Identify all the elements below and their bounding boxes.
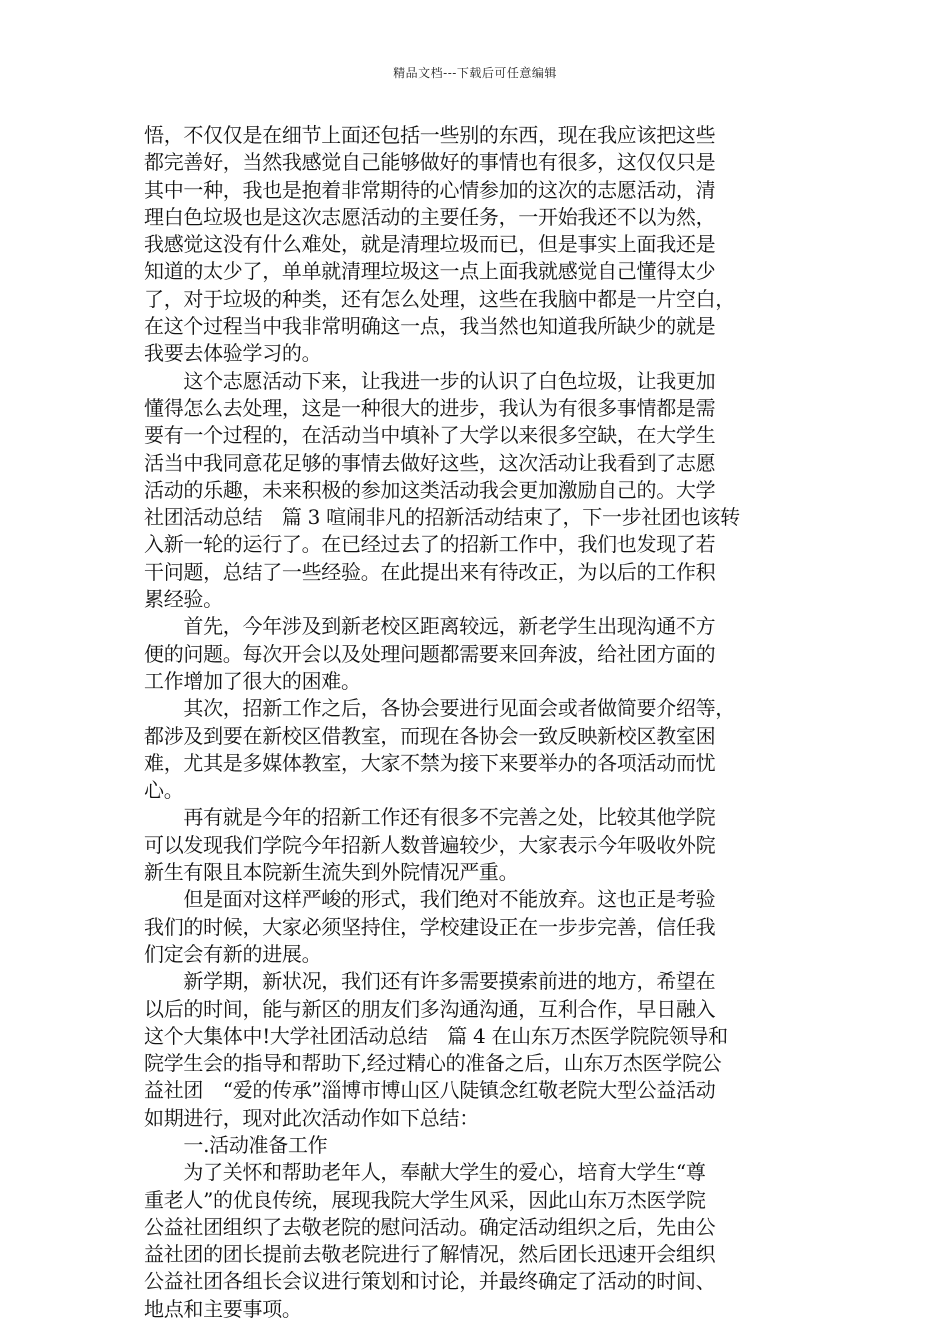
paragraph: 这个志愿活动下来，让我进一步的认识了白色垃圾，让我更加 懂得怎么去处理，这是一种很大的进步，我认为有很多事情都是需 要有一个过程的，在活动当中填补了大学以来很多空缺，在大学生 活当中我同意花足够的事情去做好这些，这次活动让我看到了志愿 活动的乐趣，未来积极的参加这类活动我会更加激励自己的。大学 社团活动总结 篇 3 喧闹非凡的招新活动结束了，下一步社团也该转 入新一轮的运行了。在已经过去了的招新工作中，我们也发现了若 干问题，总结了一些经验。在此提出来有待改正，为以后的工作积 累经验。 <box>144 368 740 612</box>
paragraph: 其次，招新工作之后，各协会要进行见面会或者做简要介绍等， 都涉及到要在新校区借教室，而现在各协会一致反映新校区教室困 难，尤其是多媒体教室，大家不禁为接下来要举办的各项活动而忧 心。 <box>144 696 735 803</box>
paragraph: 为了关怀和帮助老年人，奉献大学生的爱心，培育大学生“尊 重老人”的优良传统，展现我院大学生风采，因此山东万杰医学院 公益社团组织了去敬老院的慰问活动。确定活动组织之后，先由公 益社团的团长提前去敬老院进行了解情况，然后团长迅速开会组织 公益社团各组长会议进行策划和讨论，并最终确定了活动的时间、 地点和主要事项。 <box>144 1160 716 1321</box>
paragraph: 首先，今年涉及到新老校区距离较远，新老学生出现沟通不方 便的问题。每次开会以及处理问题都需要来回奔波，给社团方面的 工作增加了很大的困难。 <box>144 614 716 693</box>
paragraph: 悟，不仅仅是在细节上面还包括一些别的东西，现在我应该把这些 都完善好，当然我感觉自己能够做好的事情也有很多，这仅仅只是 其中一种，我也是抱着非常期待的心情参加的这次的志愿活动，清 理白色垃圾也是这次志愿活动的主要任务，一开始我还不以为然， 我感觉这没有什么难处，就是清理垃圾而已，但是事实上面我还是 知道的太少了，单单就清理垃圾这一点上面我就感觉自己懂得太少 了，对于垃圾的种类，还有怎么处理，这些在我脑中都是一片空白， 在这个过程当中我非常明确这一点，我当然也知道我所缺少的就是 我要去体验学习的。 <box>144 123 735 366</box>
section-heading: 一.活动准备工作 <box>144 1132 328 1157</box>
paragraph: 再有就是今年的招新工作还有很多不完善之处，比较其他学院 可以发现我们学院今年招新人数普遍较少，大家表示今年吸收外院 新生有限且本院新生流失到外院情况严重。 <box>144 805 716 885</box>
paragraph: 但是面对这样严峻的形式，我们绝对不能放弃。这也正是考验 我们的时候，大家必须坚持住，学校建设正在一步步完善，信任我 们定会有新的进展。 <box>144 887 716 966</box>
paragraph: 新学期，新状况，我们还有许多需要摸索前进的地方，希望在 以后的时间，能与新区的朋友们多沟通沟通，互利合作，早日融入 这个大集体中!大学社团活动总结 篇 4 在山东万杰医学院院领导和 院学生会的指导和帮助下,经过精心的准备之后，山东万杰医学院公 益社团 “爱的传承”淄博市博山区八陡镇念红敬老院大型公益活动 如期进行，现对此次活动作如下总结： <box>144 969 728 1130</box>
document-body <box>144 122 812 1323</box>
page-header: 精品文档---下载后可任意编辑 <box>393 66 557 80</box>
